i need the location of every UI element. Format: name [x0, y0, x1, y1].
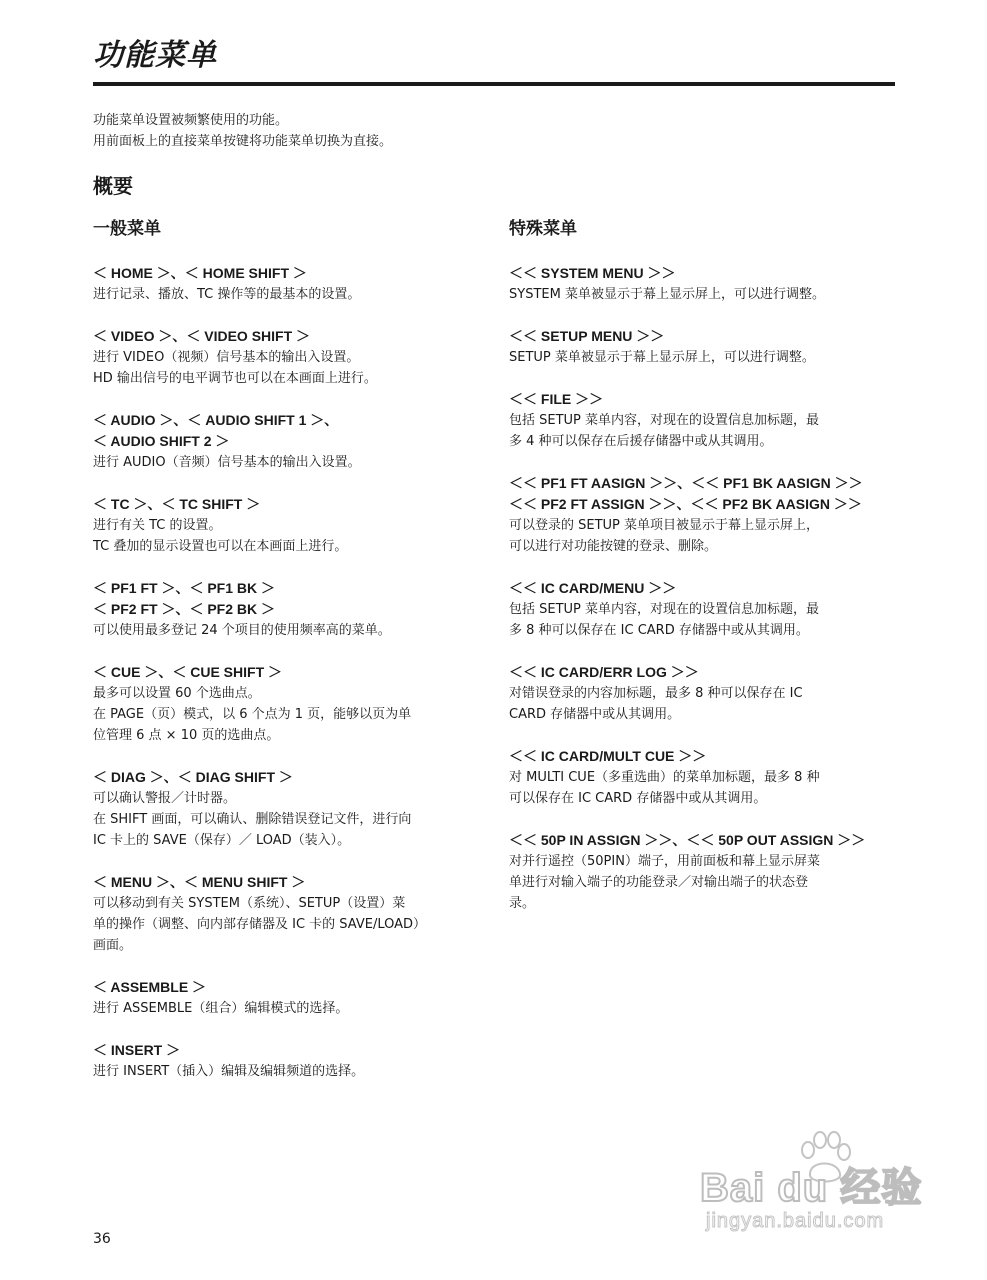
- menu-entry: [509, 473, 901, 557]
- watermark-url: jingyan.baidu.com: [706, 1210, 885, 1232]
- menu-entry-title: ＜ HOME ＞、＜ HOME SHIFT ＞: [93, 265, 307, 281]
- menu-entry-description: 对错误登录的内容加标题，最多 8 种可以保存在 IC: [509, 686, 803, 701]
- menu-entry-title: ＜ MENU ＞、＜ MENU SHIFT ＞: [93, 874, 306, 890]
- menu-entry-title: ＜ INSERT ＞: [93, 1042, 181, 1058]
- menu-entry-title: ＜＜ FILE ＞＞: [509, 391, 604, 407]
- menu-entry: [93, 977, 485, 1019]
- menu-entry-description: 进行记录、播放、TC 操作等的最基本的设置。: [93, 287, 361, 302]
- menu-entry: [509, 830, 901, 914]
- special-menu-column: [509, 216, 901, 914]
- menu-entry-title: ＜＜ IC CARD/ERR LOG ＞＞: [509, 664, 699, 680]
- menu-entry-description: 录。: [509, 896, 536, 911]
- menu-entry: [509, 263, 901, 305]
- menu-entry-description: 对并行遥控（50PIN）端子，用前面板和幕上显示屏菜: [509, 854, 820, 869]
- menu-entry-description: 包括 SETUP 菜单内容，对现在的设置信息加标题，最: [509, 602, 820, 617]
- menu-entry-title: ＜＜ PF1 FT AASIGN ＞＞、＜＜ PF1 BK AASIGN ＞＞: [509, 475, 863, 491]
- menu-entry-title: ＜ TC ＞、＜ TC SHIFT ＞: [93, 496, 261, 512]
- menu-entry-description: 可以保存在 IC CARD 存储器中或从其调用。: [509, 791, 767, 806]
- menu-entry-title: ＜＜ 50P IN ASSIGN ＞＞、＜＜ 50P OUT ASSIGN ＞＞: [509, 832, 866, 848]
- menu-entry-description: SETUP 菜单被显示于幕上显示屏上，可以进行调整。: [509, 350, 815, 365]
- general-menu-heading: 一般菜单: [93, 219, 161, 239]
- menu-entry: [509, 326, 901, 368]
- menu-entry-description: HD 输出信号的电平调节也可以在本画面上进行。: [93, 371, 377, 386]
- menu-entry-title: ＜ ASSEMBLE ＞: [93, 979, 207, 995]
- menu-entry-description: 多 4 种可以保存在后援存储器中或从其调用。: [509, 434, 773, 449]
- menu-entry-description: 可以进行对功能按键的登录、删除。: [509, 539, 718, 554]
- menu-entry-description: 进行 VIDEO（视频）信号基本的输出入设置。: [93, 350, 360, 365]
- menu-entry-description: 进行有关 TC 的设置。: [93, 518, 222, 533]
- menu-entry-description: 可以确认警报／计时器。: [93, 791, 237, 806]
- intro-line: 功能菜单设置被频繁使用的功能。: [93, 113, 289, 128]
- watermark-brand: Bai du 经验: [700, 1166, 923, 1210]
- menu-entry-title: ＜＜ SYSTEM MENU ＞＞: [509, 265, 676, 281]
- section-heading: 概要: [93, 174, 133, 198]
- menu-entry: [93, 410, 485, 473]
- watermark: [700, 1130, 940, 1240]
- menu-entry-title: ＜ PF2 FT ＞、＜ PF2 BK ＞: [93, 601, 276, 617]
- menu-entry-description: 包括 SETUP 菜单内容，对现在的设置信息加标题，最: [509, 413, 820, 428]
- menu-entry-description: IC 卡上的 SAVE（保存）／ LOAD（装入）。: [93, 833, 351, 848]
- general-menu-column: [93, 216, 485, 1082]
- menu-entry-description: 可以登录的 SETUP 菜单项目被显示于幕上显示屏上，: [509, 518, 820, 533]
- menu-entry: [93, 494, 485, 557]
- special-menu-list: [509, 263, 901, 914]
- menu-entry-title: ＜ CUE ＞、＜ CUE SHIFT ＞: [93, 664, 283, 680]
- menu-entry-description: 最多可以设置 60 个选曲点。: [93, 686, 261, 701]
- menu-entry-description: 在 SHIFT 画面，可以确认、删除错误登记文件，进行向: [93, 812, 412, 827]
- menu-entry-description: 画面。: [93, 938, 133, 953]
- menu-entry-title: ＜＜ PF2 FT ASSIGN ＞＞、＜＜ PF2 BK AASIGN ＞＞: [509, 496, 862, 512]
- menu-entry-title: ＜ AUDIO ＞、＜ AUDIO SHIFT 1 ＞、: [93, 412, 339, 428]
- menu-entry-description: 在 PAGE（页）模式，以 6 个点为 1 页，能够以页为单: [93, 707, 412, 722]
- menu-entry-description: 可以使用最多登记 24 个项目的使用频率高的菜单。: [93, 623, 391, 638]
- menu-entry-description: 位管理 6 点 × 10 页的选曲点。: [93, 728, 280, 743]
- menu-entry-description: SYSTEM 菜单被显示于幕上显示屏上，可以进行调整。: [509, 287, 825, 302]
- menu-entry: [93, 326, 485, 389]
- menu-entry: [93, 1040, 485, 1082]
- menu-entry-description: 单的操作（调整、向内部存储器及 IC 卡的 SAVE/LOAD）: [93, 917, 427, 932]
- menu-entry: [93, 263, 485, 305]
- menu-entry-description: CARD 存储器中或从其调用。: [509, 707, 681, 722]
- menu-entry: [509, 389, 901, 452]
- menu-entry-description: 多 8 种可以保存在 IC CARD 存储器中或从其调用。: [509, 623, 809, 638]
- menu-entry-title: ＜＜ IC CARD/MENU ＞＞: [509, 580, 677, 596]
- menu-entry-title: ＜ PF1 FT ＞、＜ PF1 BK ＞: [93, 580, 276, 596]
- menu-entry: [93, 872, 485, 956]
- menu-entry: [93, 767, 485, 851]
- menu-entry-title: ＜＜ IC CARD/MULT CUE ＞＞: [509, 748, 707, 764]
- page-number: 36: [93, 1231, 111, 1247]
- menu-entry: [509, 746, 901, 809]
- menu-entry: [509, 578, 901, 641]
- menu-entry-description: TC 叠加的显示设置也可以在本画面上进行。: [93, 539, 348, 554]
- menu-entry-description: 对 MULTI CUE（多重选曲）的菜单加标题，最多 8 种: [509, 770, 820, 785]
- general-menu-list: [93, 263, 485, 1082]
- menu-entry-title: ＜＜ SETUP MENU ＞＞: [509, 328, 665, 344]
- menu-entry-description: 可以移动到有关 SYSTEM（系统）、SETUP（设置）菜: [93, 896, 406, 911]
- page-title: 功能菜单: [93, 38, 217, 73]
- menu-entry-description: 进行 INSERT（插入）编辑及编辑频道的选择。: [93, 1064, 365, 1079]
- menu-entry: [93, 578, 485, 641]
- menu-entry-description: 进行 AUDIO（音频）信号基本的输出入设置。: [93, 455, 361, 470]
- title-rule: [93, 82, 895, 86]
- intro-line: 用前面板上的直接菜单按键将功能菜单切换为直接。: [93, 134, 393, 149]
- special-menu-heading: 特殊菜单: [509, 219, 577, 239]
- menu-entry-title: ＜ VIDEO ＞、＜ VIDEO SHIFT ＞: [93, 328, 311, 344]
- menu-entry-description: 进行 ASSEMBLE（组合）编辑模式的选择。: [93, 1001, 349, 1016]
- menu-entry-description: 单进行对输入端子的功能登录／对输出端子的状态登: [509, 875, 809, 890]
- menu-entry-title: ＜ DIAG ＞、＜ DIAG SHIFT ＞: [93, 769, 293, 785]
- menu-entry: [509, 662, 901, 725]
- menu-entry-title: ＜ AUDIO SHIFT 2 ＞: [93, 433, 230, 449]
- intro: [93, 110, 893, 152]
- menu-entry: [93, 662, 485, 746]
